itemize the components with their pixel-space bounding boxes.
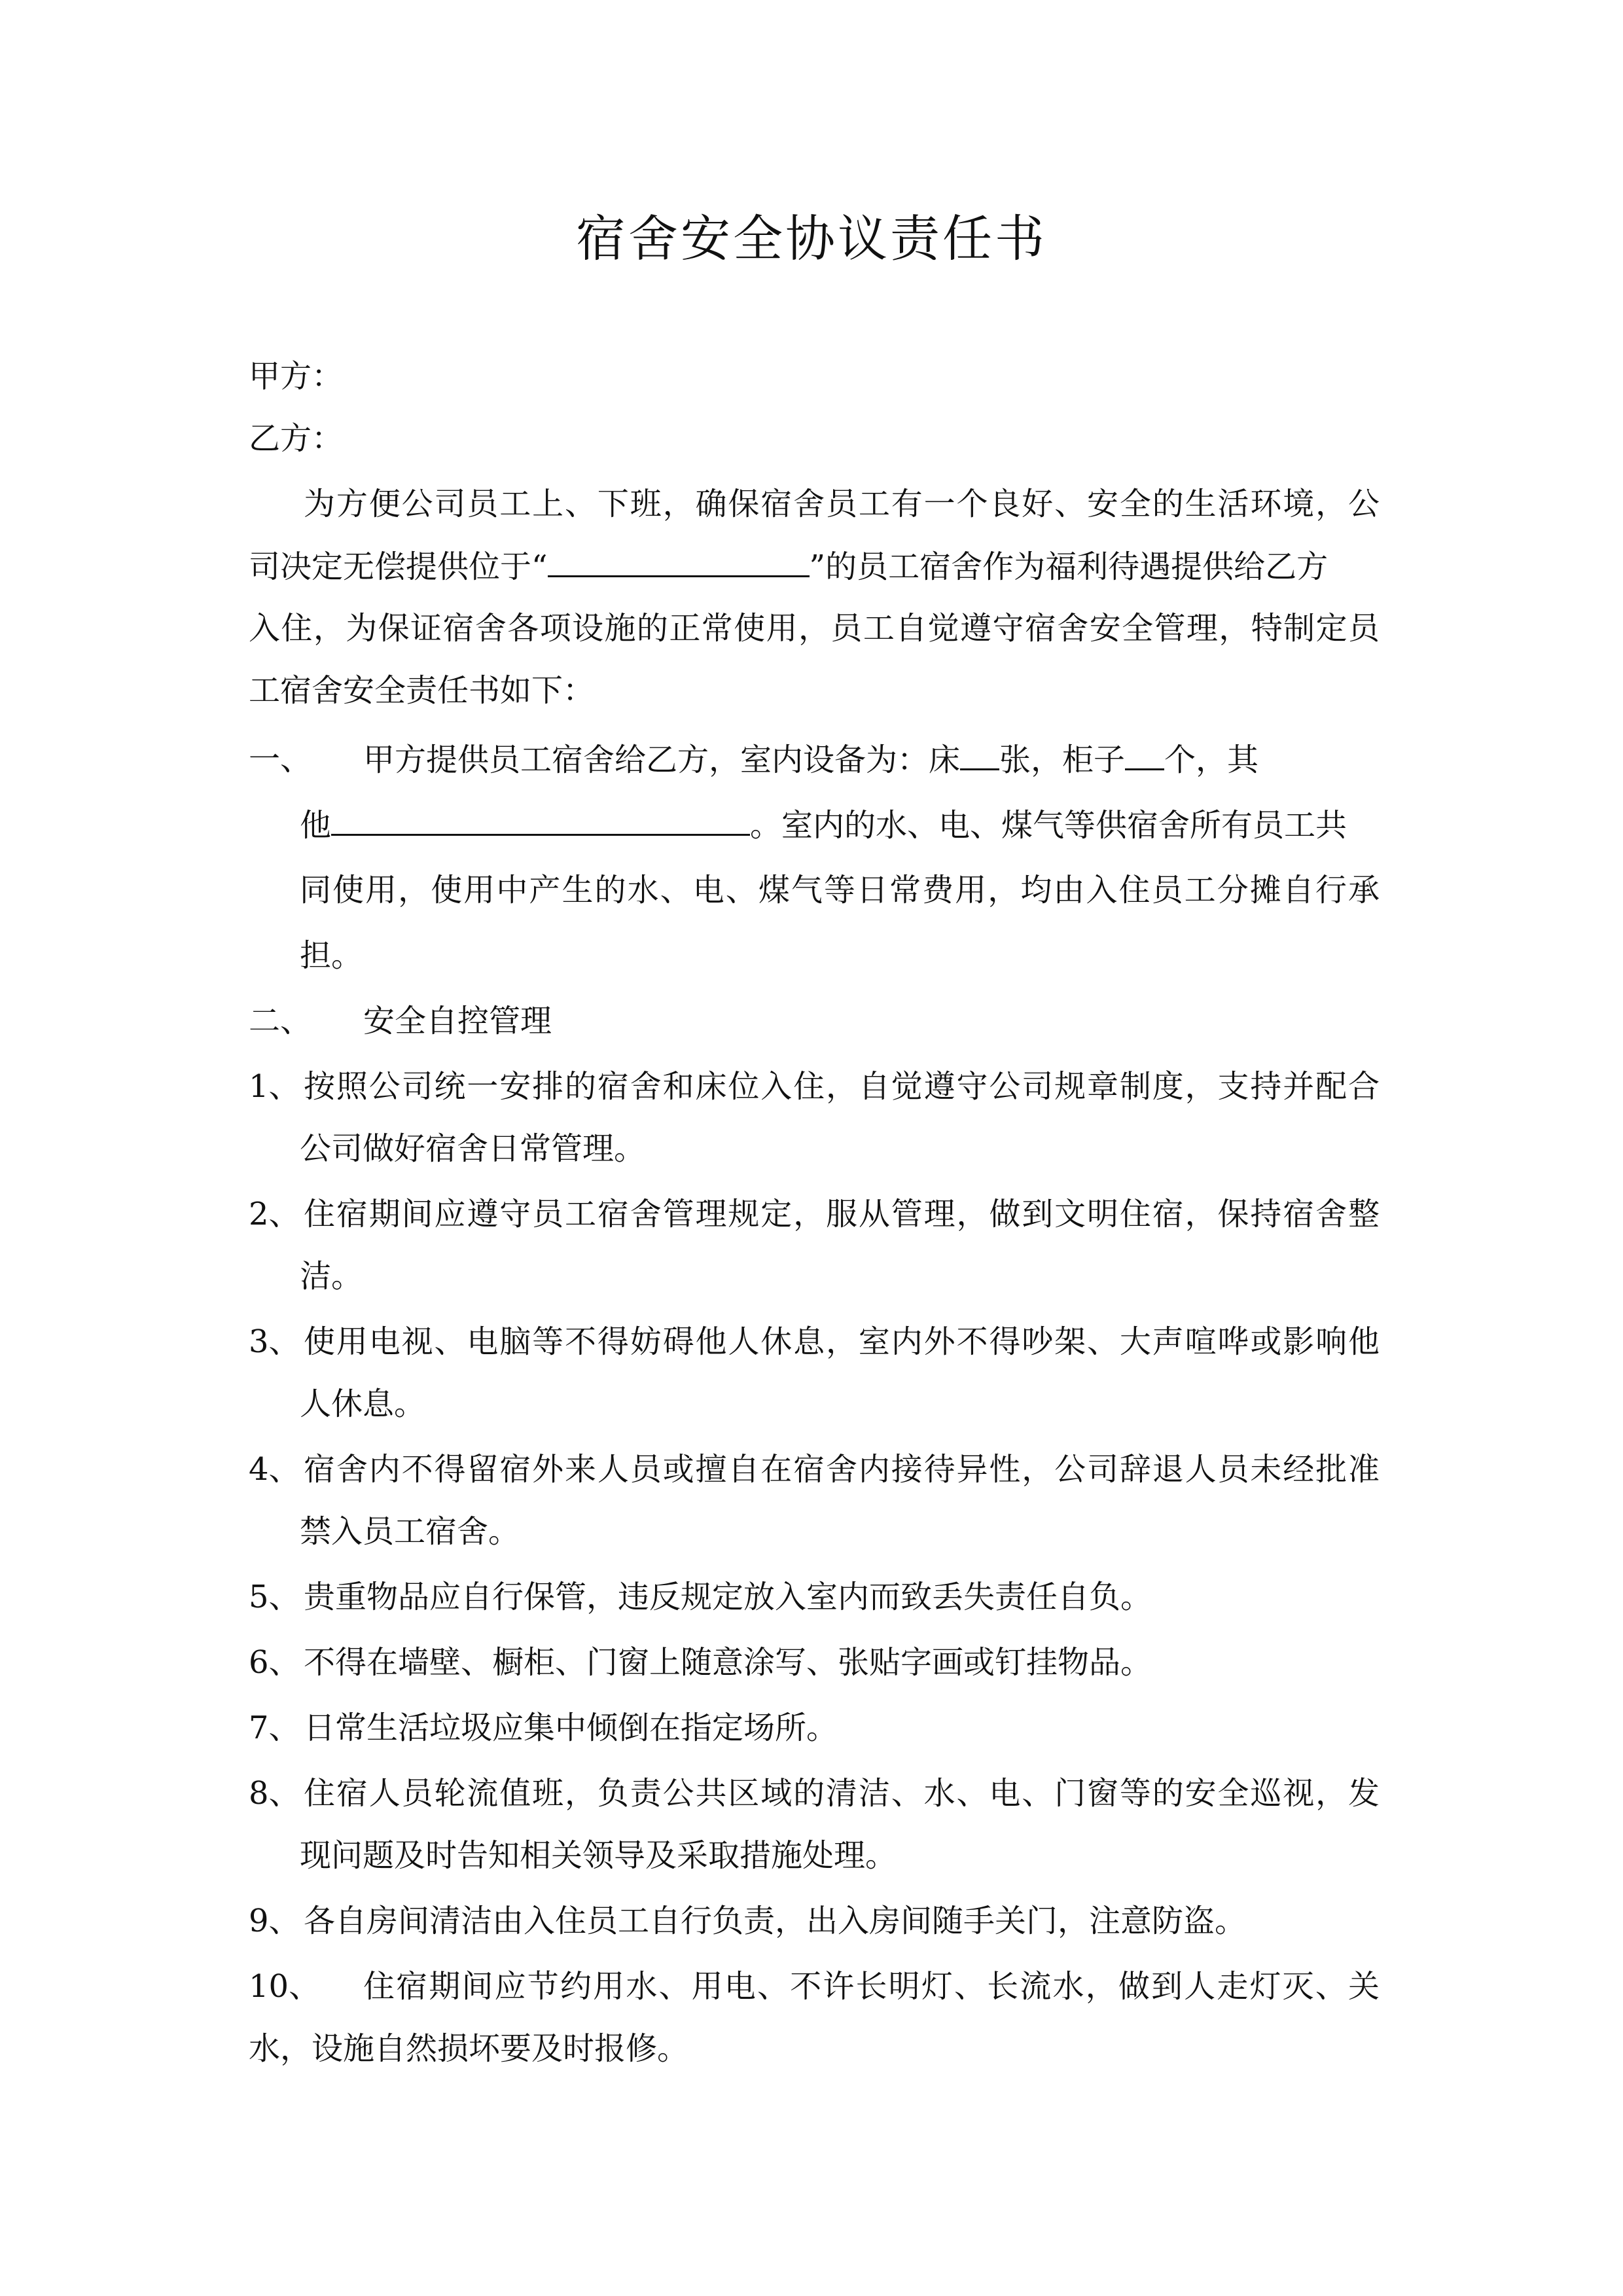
- item-9-line-1: 各自房间清洁由入住员工自行负责，出入房间随手关门，注意防盗。: [304, 1903, 1247, 1939]
- item-3-number: 3、: [249, 1323, 300, 1360]
- section-1-equipment-text: 甲方提供员工宿舍给乙方，室内设备为：床: [363, 742, 961, 778]
- item-4-number: 4、: [249, 1451, 300, 1488]
- item-1-line-1: 按照公司统一安排的宿舍和床位入住，自觉遵守公司规章制度，支持并配合: [304, 1068, 1380, 1105]
- section-1-other-text: 个，其: [1164, 742, 1259, 778]
- intro-line-1: 为方便公司员工上、下班，确保宿舍员工有一个良好、安全的生活环境，公: [304, 486, 1380, 522]
- section-1-line-4: 担。: [300, 937, 363, 974]
- document-title: 宿舍安全协议责任书: [576, 209, 1047, 268]
- intro-line-4: 工宿舍安全责任书如下：: [249, 672, 595, 709]
- item-4-line-1: 宿舍内不得留宿外来人员或擅自在宿舍内接待异性，公司辞退人员未经批准: [304, 1451, 1380, 1488]
- item-1-number: 1、: [249, 1068, 300, 1105]
- item-1-line-2: 公司做好宿舍日常管理。: [300, 1130, 646, 1167]
- dorm-location-blank[interactable]: [548, 547, 810, 577]
- party-a-label: 甲方：: [249, 358, 344, 395]
- item-2-number: 2、: [249, 1196, 300, 1232]
- section-1-number: 一、: [249, 741, 312, 778]
- cabinet-count-blank[interactable]: [1125, 740, 1164, 770]
- item-9-number: 9、: [249, 1903, 300, 1939]
- item-2-line-1: 住宿期间应遵守员工宿舍管理规定，服从管理，做到文明住宿，保持宿舍整: [304, 1196, 1380, 1232]
- item-8-number: 8、: [249, 1775, 300, 1812]
- section-2-number: 二、: [249, 1003, 312, 1039]
- bed-count-blank[interactable]: [960, 740, 999, 770]
- section-1-cabinet-text: 张，柜子: [999, 742, 1126, 778]
- section-2-heading: 安全自控管理: [363, 1003, 552, 1039]
- item-8-line-2: 现问题及时告知相关领导及采取措施处理。: [300, 1837, 897, 1874]
- item-4-line-2: 禁入员工宿舍。: [300, 1513, 520, 1550]
- intro-line-2-end: ”的员工宿舍作为福利待遇提供给乙方: [809, 548, 1329, 585]
- item-10-line-2: 水，设施自然损坏要及时报修。: [249, 2030, 689, 2067]
- item-3-line-1: 使用电视、电脑等不得妨碍他人休息，室内外不得吵架、大声喧哗或影响他: [304, 1323, 1380, 1360]
- intro-line-2-start: 司决定无偿提供位于“: [249, 548, 548, 585]
- section-1-line-3: 同使用，使用中产生的水、电、煤气等日常费用，均由入住员工分摊自行承: [300, 872, 1380, 908]
- item-7-line-1: 日常生活垃圾应集中倾倒在指定场所。: [304, 1710, 838, 1746]
- intro-line-2: [249, 547, 1380, 586]
- item-5-line-1: 贵重物品应自行保管，违反规定放入室内而致丢失责任自负。: [304, 1579, 1152, 1615]
- intro-line-3: 入住，为保证宿舍各项设施的正常使用，员工自觉遵守宿舍安全管理，特制定员: [249, 610, 1380, 647]
- section-1-other-label: 他: [300, 807, 332, 844]
- item-10-line-1: 住宿期间应节约用水、用电、不许长明灯、长流水，做到人走灯灭、关: [363, 1968, 1380, 2005]
- other-equipment-blank[interactable]: [331, 805, 750, 836]
- item-5-number: 5、: [249, 1579, 300, 1615]
- section-1-line-2: [300, 805, 1380, 845]
- item-3-line-2: 人休息。: [300, 1386, 426, 1422]
- party-b-label: 乙方：: [249, 420, 344, 457]
- item-6-number: 6、: [249, 1644, 300, 1681]
- item-8-line-1: 住宿人员轮流值班，负责公共区域的清洁、水、电、门窗等的安全巡视，发: [304, 1775, 1380, 1812]
- section-1-utilities-text: 。室内的水、电、煤气等供宿舍所有员工共: [750, 807, 1347, 844]
- item-2-line-2: 洁。: [300, 1258, 363, 1295]
- item-10-number: 10、: [249, 1968, 321, 2005]
- item-7-number: 7、: [249, 1710, 300, 1746]
- item-6-line-1: 不得在墙壁、橱柜、门窗上随意涂写、张贴字画或钉挂物品。: [304, 1644, 1152, 1681]
- section-1-line-1: [363, 740, 1380, 780]
